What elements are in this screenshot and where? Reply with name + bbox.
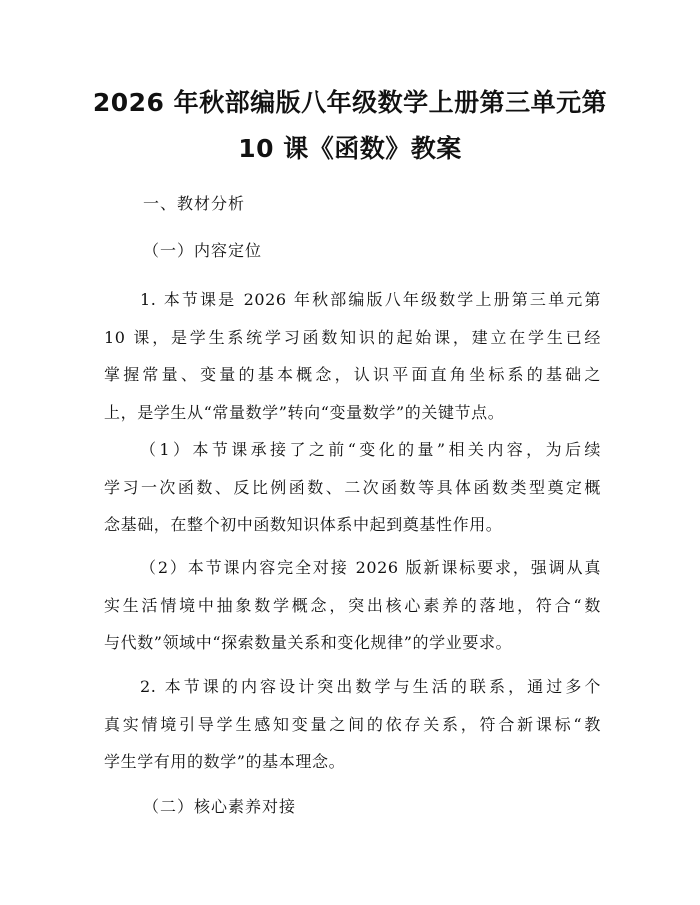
paragraph-line: 念基础，在整个初中函数知识体系中起到奠基性作用。 (104, 515, 503, 534)
document-title-line-2: 10 课《函数》教案 (238, 134, 462, 163)
paragraph-4 (104, 668, 601, 781)
paragraph-line: 真实情境引导学生感知变量之间的依存关系，符合新课标“教 (104, 714, 601, 734)
document-title-line-1: 2026 年秋部编版八年级数学上册第三单元第 (92, 88, 608, 117)
paragraph-line: 学生学有用的数学”的基本理念。 (104, 752, 346, 771)
subsection-heading-core-literacy: （二）核心素养对接 (143, 797, 297, 816)
paragraph-2 (104, 431, 601, 544)
paragraph-line: 10 课，是学生系统学习函数知识的起始课，建立在学生已经 (104, 327, 601, 347)
paragraph-line: 1. 本节课是 2026 年秋部编版八年级数学上册第三单元第 (140, 290, 601, 309)
paragraph-line: 与代数”领域中“探索数量关系和变化规律”的学业要求。 (104, 633, 513, 652)
paragraph-line: （1）本节课承接了之前“变化的量”相关内容，为后续 (140, 440, 601, 459)
paragraph-line: 2. 本节课的内容设计突出数学与生活的联系，通过多个 (140, 677, 601, 696)
section-heading-teaching-material-analysis: 一、教材分析 (143, 194, 246, 213)
paragraph-1 (104, 281, 601, 431)
paragraph-line: 学习一次函数、反比例函数、二次函数等具体函数类型奠定概 (104, 477, 601, 497)
paragraph-line: （2）本节课内容完全对接 2026 版新课标要求，强调从真 (140, 558, 601, 577)
paragraph-3 (104, 549, 601, 662)
paragraph-line: 掌握常量、变量的基本概念，认识平面直角坐标系的基础之 (104, 365, 601, 384)
paragraph-line: 实生活情境中抽象数学概念，突出核心素养的落地，符合“数 (104, 595, 601, 615)
paragraph-line: 上，是学生从“常量数学”转向“变量数学”的关键节点。 (104, 402, 505, 422)
subsection-heading-content-positioning: （一）内容定位 (143, 241, 263, 260)
